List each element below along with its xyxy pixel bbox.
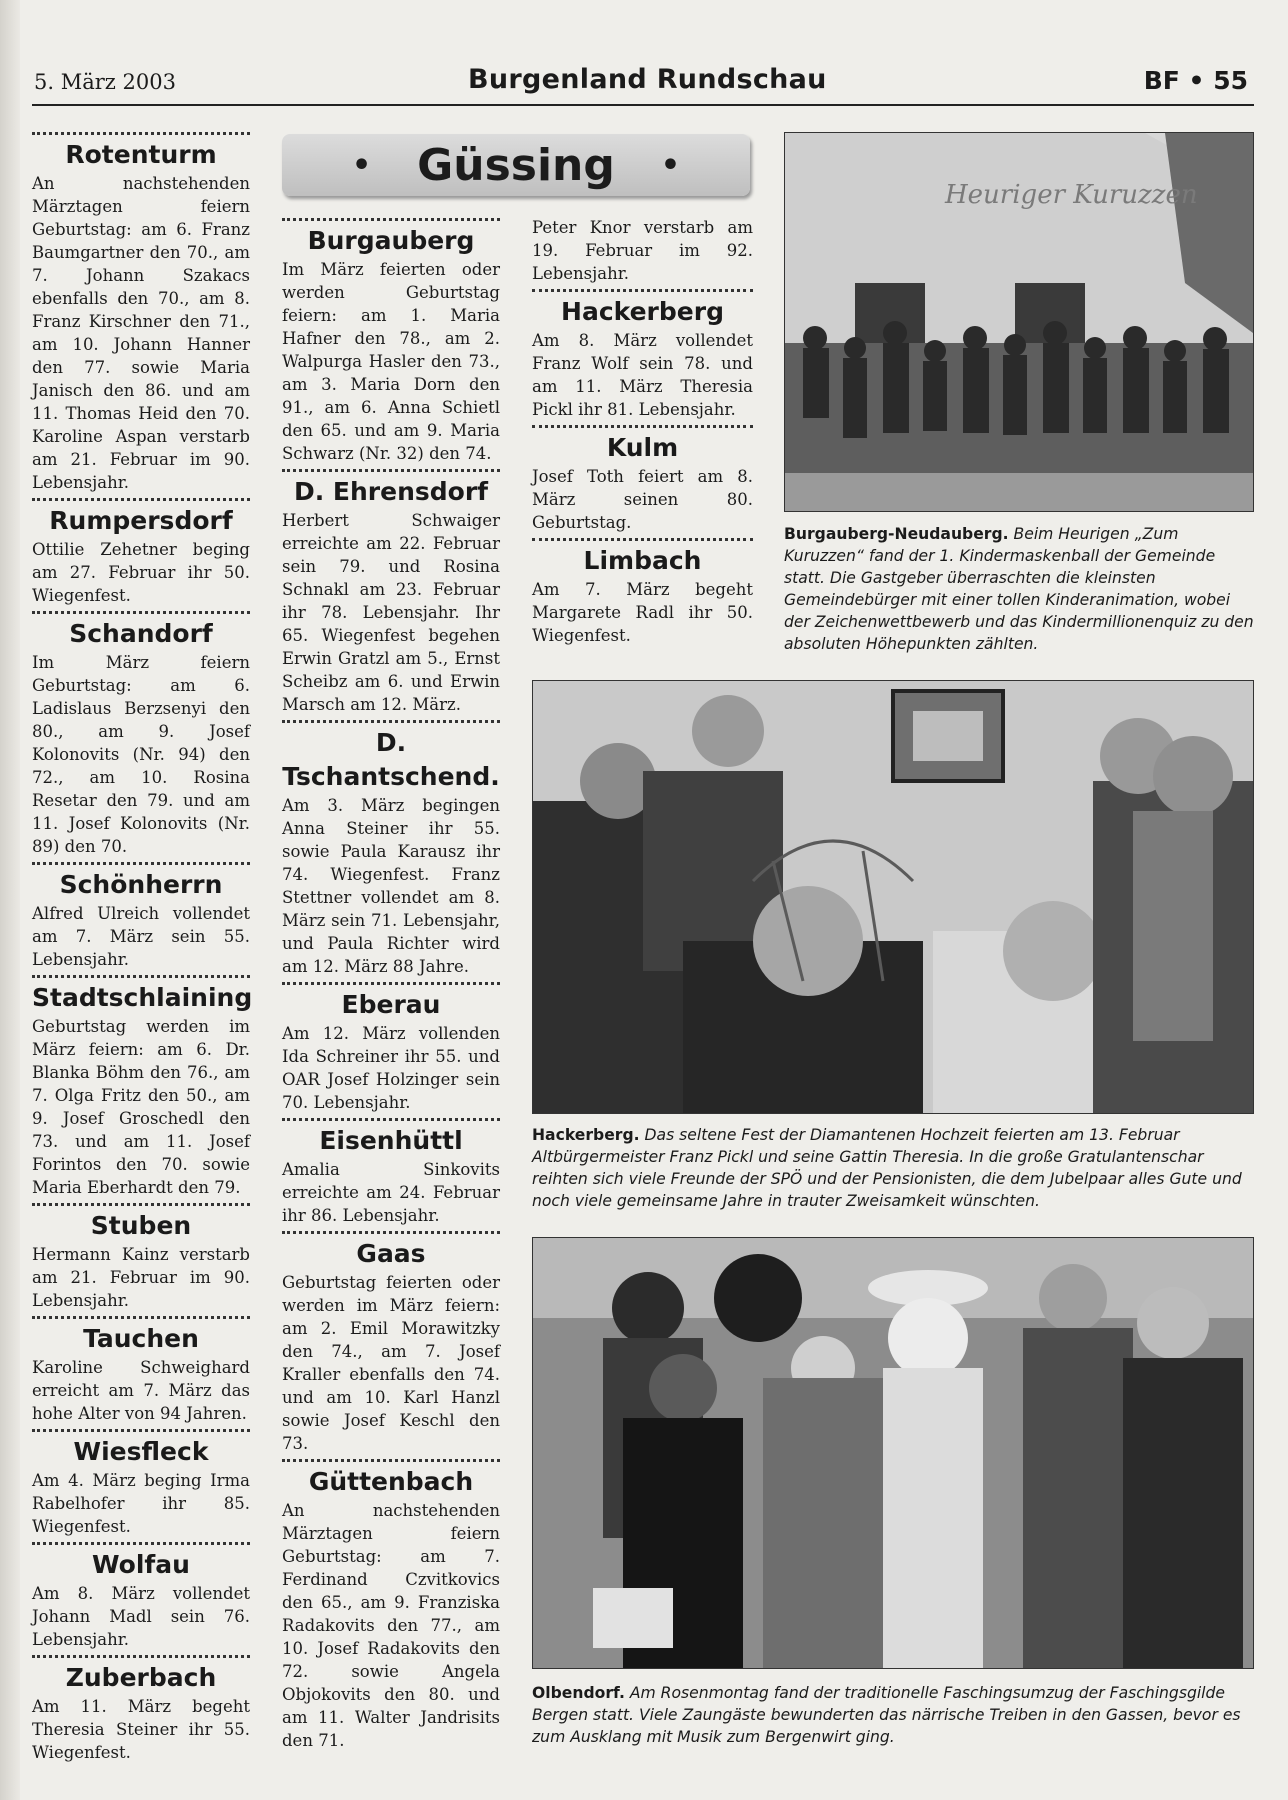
caption-place: Burgauberg-Neudauberg.: [784, 525, 1009, 543]
photo-diamantene-hochzeit-image: [533, 681, 1253, 1113]
article-text: Ottilie Zehetner beging am 27. Februar ihr 50. Wiegenfest.: [32, 540, 250, 605]
article-guettenbach: [282, 1459, 500, 1752]
article-text: An nachstehenden Märztagen feiern Geburtstag: am 6. Franz Baumgartner den 70., am 7. Johann Szakacs ebenfalls den 70., am 8. Franz Kirschner den 71., am 10. Johann Hanner den 77. sowie Maria Janisch den 86. und am 11. Thomas Heid den 70. Karoline Aspan verstarb am 21. Februar im 90. Lebensjahr.: [32, 174, 250, 492]
dotted-divider: [32, 1655, 250, 1658]
banner-title: Güssing: [417, 139, 615, 191]
article-text: Geburtstag feierten oder werden im März feiern: am 2. Emil Morawitzky den 74., am 7. Josef Kraller ebenfalls den 74. und am 10. Karl Hanzl sowie Josef Keschl den 73.: [282, 1273, 500, 1453]
region-banner: [282, 134, 750, 196]
dotted-divider: [32, 132, 250, 135]
dotted-divider: [532, 289, 753, 292]
article-text: Geburtstag werden im März feiern: am 6. Dr. Blanka Böhm den 76., am 7. Olga Fritz den 50., am 9. Josef Groschedl den 73. und am 11. Josef Forintos den 70. sowie Maria Eberhardt den 79.: [32, 1017, 250, 1197]
article-heading: Eisenhüttl: [319, 1126, 463, 1155]
article-text: Am 8. März vollendet Johann Madl sein 76. Lebensjahr.: [32, 1584, 250, 1649]
caption-diamantene-hochzeit: [532, 1124, 1254, 1212]
article-text: Herbert Schwaiger erreichte am 22. Februar sein 79. und Rosina Schnakl am 23. Februar ihr 78. Lebensjahr. Ihr 65. Wiegenfest begehen Erwin Gratzl am 5., Ernst Scheibz am 6. und Erwin Marsch am 12. März.: [282, 511, 500, 714]
article-heading: Burgauberg: [307, 226, 475, 255]
article-wolfau: [32, 1542, 250, 1651]
article-heading: D. Tschantschend.: [282, 728, 500, 791]
banner-bullet-left: •: [351, 147, 372, 183]
article-continued: [532, 216, 753, 285]
article-tauchen: [32, 1316, 250, 1425]
issue-date: 5. März 2003: [34, 70, 176, 94]
dotted-divider: [282, 982, 500, 985]
article-burgauberg: [282, 218, 500, 465]
article-text: Am 8. März vollendet Franz Wolf sein 78. und am 11. März Theresia Pickl ihr 81. Lebensjahr.: [532, 331, 753, 419]
article-text: Am 7. März begeht Margarete Radl ihr 50. Wiegenfest.: [532, 580, 753, 645]
dotted-divider: [32, 1429, 250, 1432]
caption-place: Hackerberg.: [532, 1126, 640, 1144]
caption-text: Beim Heurigen „Zum Kuruzzen“ fand der 1. Kindermaskenball der Gemeinde statt. Die Gastgeber überraschten die kleinsten Gemeindebürger mit einer tollen Kinderanimation, wobei der Zeichenwettbewerb und das Kindermillionenquiz zu den absoluten Höhepunkten zählten.: [784, 525, 1254, 653]
dotted-divider: [32, 498, 250, 501]
dotted-divider: [32, 1316, 250, 1319]
article-heading: Eberau: [341, 990, 441, 1019]
caption-kindermaskenball: [784, 523, 1254, 655]
caption-text: Am Rosenmontag fand der traditionelle Faschingsumzug der Faschingsgilde Bergen statt. Viele Zaungäste bewunderten das närrische Treiben in den Gassen, bevor es zum Ausklang mit Musik zum Bergenwirt ging.: [532, 1684, 1241, 1746]
article-heading: Tauchen: [83, 1324, 199, 1353]
article-text: Karoline Schweighard erreicht am 7. März das hohe Alter von 94 Jahren.: [32, 1358, 250, 1423]
dotted-divider: [282, 1459, 500, 1462]
article-kulm: [532, 425, 753, 534]
dotted-divider: [32, 1203, 250, 1206]
article-text: Am 4. März beging Irma Rabelhofer ihr 85. Wiegenfest.: [32, 1471, 250, 1536]
article-heading: Zuberbach: [65, 1663, 217, 1692]
dotted-divider: [32, 975, 250, 978]
page-number: BF • 55: [1143, 66, 1248, 95]
article-text: Am 12. März vollenden Ida Schreiner ihr 55. und OAR Josef Holzinger sein 70. Lebensjahr.: [282, 1024, 500, 1112]
article-heading: Stadtschlaining: [32, 983, 253, 1012]
article-rumpersdorf: [32, 498, 250, 607]
photo-faschingsumzug: [532, 1237, 1254, 1669]
dotted-divider: [282, 469, 500, 472]
article-heading: Schandorf: [69, 619, 213, 648]
article-heading: Wolfau: [92, 1550, 190, 1579]
dotted-divider: [32, 862, 250, 865]
header-rule: [32, 104, 1254, 106]
dotted-divider: [532, 425, 753, 428]
dotted-divider: [282, 218, 500, 221]
dotted-divider: [282, 1231, 500, 1234]
article-text: Am 11. März begeht Theresia Steiner ihr 55. Wiegenfest.: [32, 1697, 250, 1762]
photo-kindermaskenball: [784, 132, 1254, 512]
article-heading: Stuben: [90, 1211, 192, 1240]
caption-place: Olbendorf.: [532, 1684, 625, 1702]
article-text: Amalia Sinkovits erreichte am 24. Februar ihr 86. Lebensjahr.: [282, 1160, 500, 1225]
article-heading: Kulm: [606, 433, 679, 462]
article-d-tschantschend: [282, 720, 500, 978]
article-eisenhuettl: [282, 1118, 500, 1227]
article-heading: Schönherrn: [59, 870, 223, 899]
article-limbach: [532, 538, 753, 647]
dotted-divider: [532, 538, 753, 541]
article-heading: D. Ehrensdorf: [293, 477, 489, 506]
article-hackerberg: [532, 289, 753, 421]
dotted-divider: [32, 611, 250, 614]
dotted-divider: [32, 1542, 250, 1545]
article-heading: Gaas: [356, 1239, 426, 1268]
article-rotenturm: [32, 132, 250, 494]
caption-faschingsumzug: [532, 1682, 1254, 1748]
article-gaas: [282, 1231, 500, 1455]
article-zuberbach: [32, 1655, 250, 1764]
article-text: Peter Knor verstarb am 19. Februar im 92. Lebensjahr.: [532, 218, 753, 283]
heuriger-sign: Heuriger Kuruzzen: [945, 180, 1198, 210]
article-text: Hermann Kainz verstarb am 21. Februar im 90. Lebensjahr.: [32, 1245, 250, 1310]
article-text: An nachstehenden Märztagen feiern Geburtstag: am 7. Ferdinand Czvitkovics den 65., am 9. Franziska Radakovits den 77., am 10. Josef Radakovits den 72. sowie Angela Objokovits den 80. und am 11. Walter Jandrisits den 71.: [282, 1501, 500, 1750]
photo-kindermaskenball-image: [785, 133, 1253, 511]
article-schoenherrn: [32, 862, 250, 971]
newspaper-title: Burgenland Rundschau: [468, 64, 827, 95]
article-heading: Rotenturm: [65, 140, 217, 169]
dotted-divider: [282, 720, 500, 723]
article-schandorf: [32, 611, 250, 858]
article-stuben: [32, 1203, 250, 1312]
article-text: Im März feierten oder werden Geburtstag feiern: am 1. Maria Hafner den 78., am 2. Walpurga Hasler den 73., am 3. Maria Dorn den 91., am 6. Anna Schietl den 65. und am 9. Maria Schwarz (Nr. 32) den 74.: [282, 260, 500, 463]
article-wiesfleck: [32, 1429, 250, 1538]
article-heading: Hackerberg: [561, 297, 724, 326]
article-text: Alfred Ulreich vollendet am 7. März sein 55. Lebensjahr.: [32, 904, 250, 969]
article-heading: Limbach: [583, 546, 702, 575]
article-d-ehrensdorf: [282, 469, 500, 716]
article-text: Am 3. März begingen Anna Steiner ihr 55. sowie Paula Karausz ihr 74. Wiegenfest. Franz Stettner vollendet am 8. März sein 71. Lebensjahr, und Paula Richter wird am 12. März 88 Jahre.: [282, 796, 500, 976]
article-heading: Rumpersdorf: [49, 506, 233, 535]
column-3: [532, 216, 753, 651]
photo-faschingsumzug-image: [533, 1238, 1253, 1668]
photo-diamantene-hochzeit: [532, 680, 1254, 1114]
caption-text: Das seltene Fest der Diamantenen Hochzeit feierten am 13. Februar Altbürgermeister Franz Pickl und seine Gattin Theresia. In die große Gratulantenschar reihten sich viele Freunde der SPÖ und der Pensionisten, die dem Jubelpaar alles Gute und noch viele gemeinsame Jahre in trauter Zweisamkeit wünschten.: [532, 1126, 1242, 1210]
column-2: [282, 218, 500, 1756]
dotted-divider: [282, 1118, 500, 1121]
article-text: Im März feiern Geburtstag: am 6. Ladislaus Berzsenyi den 80., am 9. Josef Kolonovits (Nr. 94) den 72., am 10. Rosina Resetar den 79. und am 11. Josef Kolonovits (Nr. 89) den 70.: [32, 653, 250, 856]
banner-bullet-right: •: [660, 147, 681, 183]
article-text: Josef Toth feiert am 8. März seinen 80. Geburtstag.: [532, 467, 753, 532]
article-stadtschlaining: [32, 975, 253, 1199]
article-heading: Güttenbach: [308, 1467, 474, 1496]
article-heading: Wiesfleck: [73, 1437, 209, 1466]
article-eberau: [282, 982, 500, 1114]
column-1: [32, 132, 253, 1768]
